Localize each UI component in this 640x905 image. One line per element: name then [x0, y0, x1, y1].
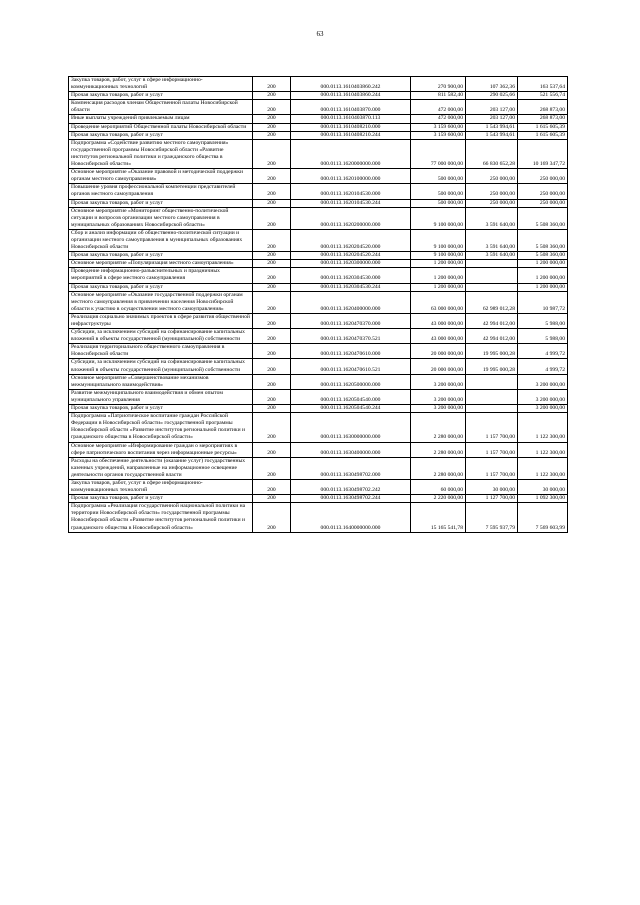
row-group-cell: 200: [253, 495, 291, 503]
row-group-cell: 200: [253, 374, 291, 389]
row-assigned-cell: 3 159 600,00: [411, 131, 466, 139]
table-row: [69, 389, 568, 404]
row-group-cell: 200: [253, 115, 291, 123]
row-assigned-cell: 9 100 000,00: [411, 207, 466, 229]
table-row: [69, 77, 568, 92]
row-name-cell: Иные выплаты учреждений привлекаемым лицам: [69, 115, 253, 123]
row-name-cell: Повышение уровня профессиональной компетенции представителей органов местного самоуправления: [69, 184, 253, 199]
row-name-cell: Проведение информационно-разъяснительных и праздничных мероприятий в сфере местного самоуправления: [69, 268, 253, 283]
row-group-cell: 200: [253, 100, 291, 115]
row-code-cell: 000.0113.1620504540.000: [291, 389, 411, 404]
table-row: [69, 252, 568, 260]
row-remainder-cell: 5 988,00: [518, 313, 568, 328]
row-executed-cell: 290 025,66: [466, 92, 518, 100]
table-row: [69, 207, 568, 229]
row-name-cell: Реализация социально значимых проектов в сфере развития общественной инфраструктуры: [69, 313, 253, 328]
row-remainder-cell: 163 537,64: [518, 77, 568, 92]
row-remainder-cell: 1 122 300,00: [518, 413, 568, 442]
row-group-cell: 200: [253, 291, 291, 313]
row-executed-cell: 7 595 937,79: [466, 503, 518, 532]
row-group-cell: 200: [253, 184, 291, 199]
row-remainder-cell: 3 200 000,00: [518, 389, 568, 404]
table-row: [69, 260, 568, 268]
table-row: [69, 374, 568, 389]
row-group-cell: 200: [253, 329, 291, 344]
row-code-cell: 000.0113.1620000000.000: [291, 139, 411, 168]
row-remainder-cell: 10 169 347,72: [518, 139, 568, 168]
row-name-cell: Компенсация расходов членам Общественной палаты Новосибирской области: [69, 100, 253, 115]
row-executed-cell: 250 000,00: [466, 184, 518, 199]
row-executed-cell: [466, 389, 518, 404]
row-assigned-cell: 3 200 000,00: [411, 405, 466, 413]
row-assigned-cell: 2 280 000,00: [411, 457, 466, 479]
table-row: [69, 268, 568, 283]
row-name-cell: Развитие межмуниципального взаимодействия и обмен опытом муниципального управления: [69, 389, 253, 404]
row-name-cell: Подпрограмма «Патриотическое воспитание граждан Российской Федерации в Новосибирской области» государственной программы Новосибирской области «Развитие институтов региональной политики и гражданского общества в Новосибирской области»: [69, 413, 253, 442]
row-group-cell: 200: [253, 457, 291, 479]
row-executed-cell: [466, 374, 518, 389]
row-assigned-cell: 43 000 000,00: [411, 313, 466, 328]
row-code-cell: 000.0113.1610408210.000: [291, 123, 411, 131]
row-assigned-cell: 500 000,00: [411, 184, 466, 199]
row-remainder-cell: 1 122 300,00: [518, 442, 568, 457]
table-row: [69, 184, 568, 199]
row-executed-cell: 3 591 640,00: [466, 207, 518, 229]
table-row: [69, 344, 568, 359]
row-name-cell: Сбор и анализ информации об общественно-политической ситуации и организации местного самоуправления в муниципальных образованиях Новосибирской области: [69, 229, 253, 251]
table-row: [69, 495, 568, 503]
row-assigned-cell: 500 000,00: [411, 169, 466, 184]
row-group-cell: 200: [253, 123, 291, 131]
row-name-cell: Прочая закупка товаров, работ и услуг: [69, 199, 253, 207]
row-assigned-cell: 9 100 000,00: [411, 252, 466, 260]
row-code-cell: 000.0113.1620200000.000: [291, 207, 411, 229]
row-name-cell: Прочая закупка товаров, работ и услуг: [69, 252, 253, 260]
table-row: [69, 442, 568, 457]
row-name-cell: Субсидии, за исключением субсидий на софинансирование капитальных вложений в объекты государственной (муниципальной) собственности: [69, 359, 253, 374]
row-code-cell: 000.0113.1630498702.242: [291, 479, 411, 494]
row-code-cell: 000.0113.1620470370.521: [291, 329, 411, 344]
row-executed-cell: 1 127 700,00: [466, 495, 518, 503]
row-executed-cell: 30 000,00: [466, 479, 518, 494]
row-name-cell: Субсидии, за исключением субсидий на софинансирование капитальных вложений в объекты государственной (муниципальной) собственности: [69, 329, 253, 344]
row-assigned-cell: 472 000,00: [411, 115, 466, 123]
row-remainder-cell: 250 000,00: [518, 169, 568, 184]
table-row: [69, 115, 568, 123]
row-group-cell: 200: [253, 283, 291, 291]
table-row: [69, 479, 568, 494]
row-name-cell: Основное мероприятие «Оказание правовой и методической поддержки органам местного самоуправления»: [69, 169, 253, 184]
table-row: [69, 100, 568, 115]
row-remainder-cell: 1 615 605,39: [518, 123, 568, 131]
row-name-cell: Реализация территориального общественного самоуправления в Новосибирской области: [69, 344, 253, 359]
row-group-cell: 200: [253, 413, 291, 442]
row-code-cell: 000.0113.1620500000.000: [291, 374, 411, 389]
row-group-cell: 200: [253, 359, 291, 374]
row-group-cell: 200: [253, 405, 291, 413]
table-row: [69, 229, 568, 251]
row-code-cell: 000.0113.1620470610.000: [291, 344, 411, 359]
row-code-cell: 000.0113.1620304530.244: [291, 283, 411, 291]
row-name-cell: Проведение мероприятий Общественной палаты Новосибирской области: [69, 123, 253, 131]
row-executed-cell: 42 994 012,00: [466, 313, 518, 328]
row-name-cell: Закупка товаров, работ, услуг в сфере информационно-коммуникационных технологий: [69, 77, 253, 92]
row-assigned-cell: 20 000 000,00: [411, 344, 466, 359]
row-assigned-cell: 1 200 000,00: [411, 260, 466, 268]
row-remainder-cell: 1 200 000,00: [518, 283, 568, 291]
row-remainder-cell: 250 000,00: [518, 199, 568, 207]
table-row: [69, 457, 568, 479]
row-group-cell: 200: [253, 207, 291, 229]
row-executed-cell: 203 127,00: [466, 100, 518, 115]
row-assigned-cell: 2 220 000,00: [411, 495, 466, 503]
row-code-cell: 000.0113.1620204520.244: [291, 252, 411, 260]
row-assigned-cell: 3 200 000,00: [411, 374, 466, 389]
row-name-cell: Прочая закупка товаров, работ и услуг: [69, 92, 253, 100]
row-name-cell: Расходы на обеспечение деятельности (оказание услуг) государственных казенных учреждений, направленные на информационное освещение деятельности органов государственной власти: [69, 457, 253, 479]
row-assigned-cell: 15 165 541,78: [411, 503, 466, 532]
row-assigned-cell: 1 200 000,00: [411, 268, 466, 283]
budget-table: [68, 76, 568, 533]
row-remainder-cell: 30 000,00: [518, 479, 568, 494]
row-executed-cell: 66 830 652,28: [466, 139, 518, 168]
row-remainder-cell: 1 200 000,00: [518, 260, 568, 268]
page-number: 63: [316, 30, 324, 38]
row-group-cell: 200: [253, 313, 291, 328]
table-row: [69, 503, 568, 532]
row-name-cell: Прочая закупка товаров, работ и услуг: [69, 405, 253, 413]
row-group-cell: 200: [253, 252, 291, 260]
row-remainder-cell: 7 569 603,99: [518, 503, 568, 532]
table-row: [69, 313, 568, 328]
row-code-cell: 000.0113.1640000000.000: [291, 503, 411, 532]
table-row: [69, 139, 568, 168]
row-assigned-cell: 60 000,00: [411, 479, 466, 494]
row-assigned-cell: 500 000,00: [411, 199, 466, 207]
row-group-cell: 200: [253, 131, 291, 139]
row-group-cell: 200: [253, 268, 291, 283]
row-group-cell: 200: [253, 442, 291, 457]
row-executed-cell: 3 591 640,00: [466, 252, 518, 260]
row-group-cell: 200: [253, 503, 291, 532]
row-executed-cell: 1 543 994,61: [466, 123, 518, 131]
row-remainder-cell: 5 508 360,00: [518, 207, 568, 229]
table-row: [69, 291, 568, 313]
row-assigned-cell: 3 200 000,00: [411, 389, 466, 404]
row-code-cell: 000.0113.1610403870.113: [291, 115, 411, 123]
row-assigned-cell: 270 900,00: [411, 77, 466, 92]
row-assigned-cell: 43 000 000,00: [411, 329, 466, 344]
row-remainder-cell: 250 000,00: [518, 184, 568, 199]
row-remainder-cell: 3 200 000,00: [518, 374, 568, 389]
row-code-cell: 000.0113.1620470370.000: [291, 313, 411, 328]
row-executed-cell: [466, 260, 518, 268]
row-remainder-cell: 3 200 000,00: [518, 405, 568, 413]
row-executed-cell: 1 157 700,00: [466, 457, 518, 479]
row-name-cell: Основное мероприятие «Информирование граждан о мероприятиях в сфере патриотического воспитания через информационные ресурсы»: [69, 442, 253, 457]
row-executed-cell: [466, 268, 518, 283]
row-assigned-cell: 63 000 000,00: [411, 291, 466, 313]
row-code-cell: 000.0113.1620100000.000: [291, 169, 411, 184]
table-row: [69, 123, 568, 131]
table-row: [69, 359, 568, 374]
row-group-cell: 200: [253, 260, 291, 268]
row-remainder-cell: 4 999,72: [518, 344, 568, 359]
table-row: [69, 405, 568, 413]
budget-table-body: [69, 77, 568, 533]
row-code-cell: 000.0113.1620104530.244: [291, 199, 411, 207]
row-executed-cell: 19 995 000,28: [466, 344, 518, 359]
table-row: [69, 131, 568, 139]
row-code-cell: 000.0113.1630498702.244: [291, 495, 411, 503]
row-code-cell: 000.0113.1620504540.244: [291, 405, 411, 413]
row-assigned-cell: 9 100 000,00: [411, 229, 466, 251]
row-code-cell: 000.0113.1620400000.000: [291, 291, 411, 313]
row-group-cell: 200: [253, 229, 291, 251]
row-code-cell: 000.0113.1630498702.000: [291, 457, 411, 479]
row-remainder-cell: 5 988,00: [518, 329, 568, 344]
row-assigned-cell: 472 000,00: [411, 100, 466, 115]
row-group-cell: 200: [253, 389, 291, 404]
row-code-cell: 000.0113.1630400000.000: [291, 442, 411, 457]
row-executed-cell: 62 989 012,28: [466, 291, 518, 313]
row-assigned-cell: 77 000 000,00: [411, 139, 466, 168]
row-remainder-cell: 1 092 300,00: [518, 495, 568, 503]
row-group-cell: 200: [253, 479, 291, 494]
table-row: [69, 283, 568, 291]
row-remainder-cell: 268 873,00: [518, 115, 568, 123]
table-row: [69, 329, 568, 344]
row-name-cell: Основное мероприятие «Популяризация местного самоуправления»: [69, 260, 253, 268]
row-group-cell: 200: [253, 92, 291, 100]
table-row: [69, 169, 568, 184]
row-executed-cell: [466, 405, 518, 413]
row-executed-cell: 107 362,36: [466, 77, 518, 92]
row-assigned-cell: 1 200 000,00: [411, 283, 466, 291]
table-row: [69, 92, 568, 100]
row-name-cell: Прочая закупка товаров, работ и услуг: [69, 283, 253, 291]
row-group-cell: 200: [253, 77, 291, 92]
row-assigned-cell: 2 280 000,00: [411, 413, 466, 442]
row-executed-cell: 1 157 700,00: [466, 413, 518, 442]
row-name-cell: Прочая закупка товаров, работ и услуг: [69, 495, 253, 503]
row-remainder-cell: 5 508 360,00: [518, 229, 568, 251]
row-code-cell: 000.0113.1610403870.000: [291, 100, 411, 115]
row-group-cell: 200: [253, 169, 291, 184]
row-executed-cell: 250 000,00: [466, 199, 518, 207]
row-name-cell: Основное мероприятие «Совершенствование механизмов межмуниципального взаимодействия»: [69, 374, 253, 389]
row-code-cell: 000.0113.1620304530.000: [291, 268, 411, 283]
row-assigned-cell: 20 000 000,00: [411, 359, 466, 374]
row-code-cell: 000.0113.1610408210.244: [291, 131, 411, 139]
row-executed-cell: 1 157 700,00: [466, 442, 518, 457]
row-executed-cell: 3 591 640,00: [466, 229, 518, 251]
row-assigned-cell: 2 280 000,00: [411, 442, 466, 457]
row-group-cell: 200: [253, 344, 291, 359]
row-executed-cell: 19 995 000,28: [466, 359, 518, 374]
row-remainder-cell: 268 873,00: [518, 100, 568, 115]
row-executed-cell: [466, 283, 518, 291]
row-code-cell: 000.0113.1620104530.000: [291, 184, 411, 199]
row-code-cell: 000.0113.1610403860.242: [291, 77, 411, 92]
row-remainder-cell: 1 615 605,39: [518, 131, 568, 139]
row-remainder-cell: 5 508 360,00: [518, 252, 568, 260]
table-row: [69, 199, 568, 207]
row-name-cell: Основное мероприятие «Оказание государственной поддержки органам местного самоуправления в привлечении населения Новосибирской области к участию в осуществлении местного самоуправления»: [69, 291, 253, 313]
row-code-cell: 000.0113.1620470610.521: [291, 359, 411, 374]
row-executed-cell: 1 543 994,61: [466, 131, 518, 139]
row-name-cell: Закупка товаров, работ, услуг в сфере информационно-коммуникационных технологий: [69, 479, 253, 494]
row-executed-cell: 203 127,00: [466, 115, 518, 123]
row-code-cell: 000.0113.1610403860.244: [291, 92, 411, 100]
row-group-cell: 200: [253, 139, 291, 168]
row-remainder-cell: 4 999,72: [518, 359, 568, 374]
row-code-cell: 000.0113.1620204520.000: [291, 229, 411, 251]
row-remainder-cell: 1 122 300,00: [518, 457, 568, 479]
row-name-cell: Подпрограмма «Содействие развитию местного самоуправления» государственной программы Новосибирской области «Развитие институтов региональной политики и гражданского общества в Новосибирской области»: [69, 139, 253, 168]
row-name-cell: Подпрограмма «Реализация государственной национальной политики на территории Новосибирской области» государственной программы Новосибирской области «Развитие институтов региональной политики и гражданского общества в Новосибирской области»: [69, 503, 253, 532]
row-remainder-cell: 10 987,72: [518, 291, 568, 313]
row-assigned-cell: 811 582,40: [411, 92, 466, 100]
row-executed-cell: 250 000,00: [466, 169, 518, 184]
row-name-cell: Основное мероприятие «Мониторинг общественно-политической ситуации и вопросов организации местного самоуправления в муниципальных образованиях Новосибирской области»: [69, 207, 253, 229]
row-group-cell: 200: [253, 199, 291, 207]
row-executed-cell: 42 994 012,00: [466, 329, 518, 344]
row-code-cell: 000.0113.1620300000.000: [291, 260, 411, 268]
table-row: [69, 413, 568, 442]
row-assigned-cell: 3 159 600,00: [411, 123, 466, 131]
row-remainder-cell: 1 200 000,00: [518, 268, 568, 283]
row-code-cell: 000.0113.1630000000.000: [291, 413, 411, 442]
row-name-cell: Прочая закупка товаров, работ и услуг: [69, 131, 253, 139]
row-remainder-cell: 521 556,74: [518, 92, 568, 100]
